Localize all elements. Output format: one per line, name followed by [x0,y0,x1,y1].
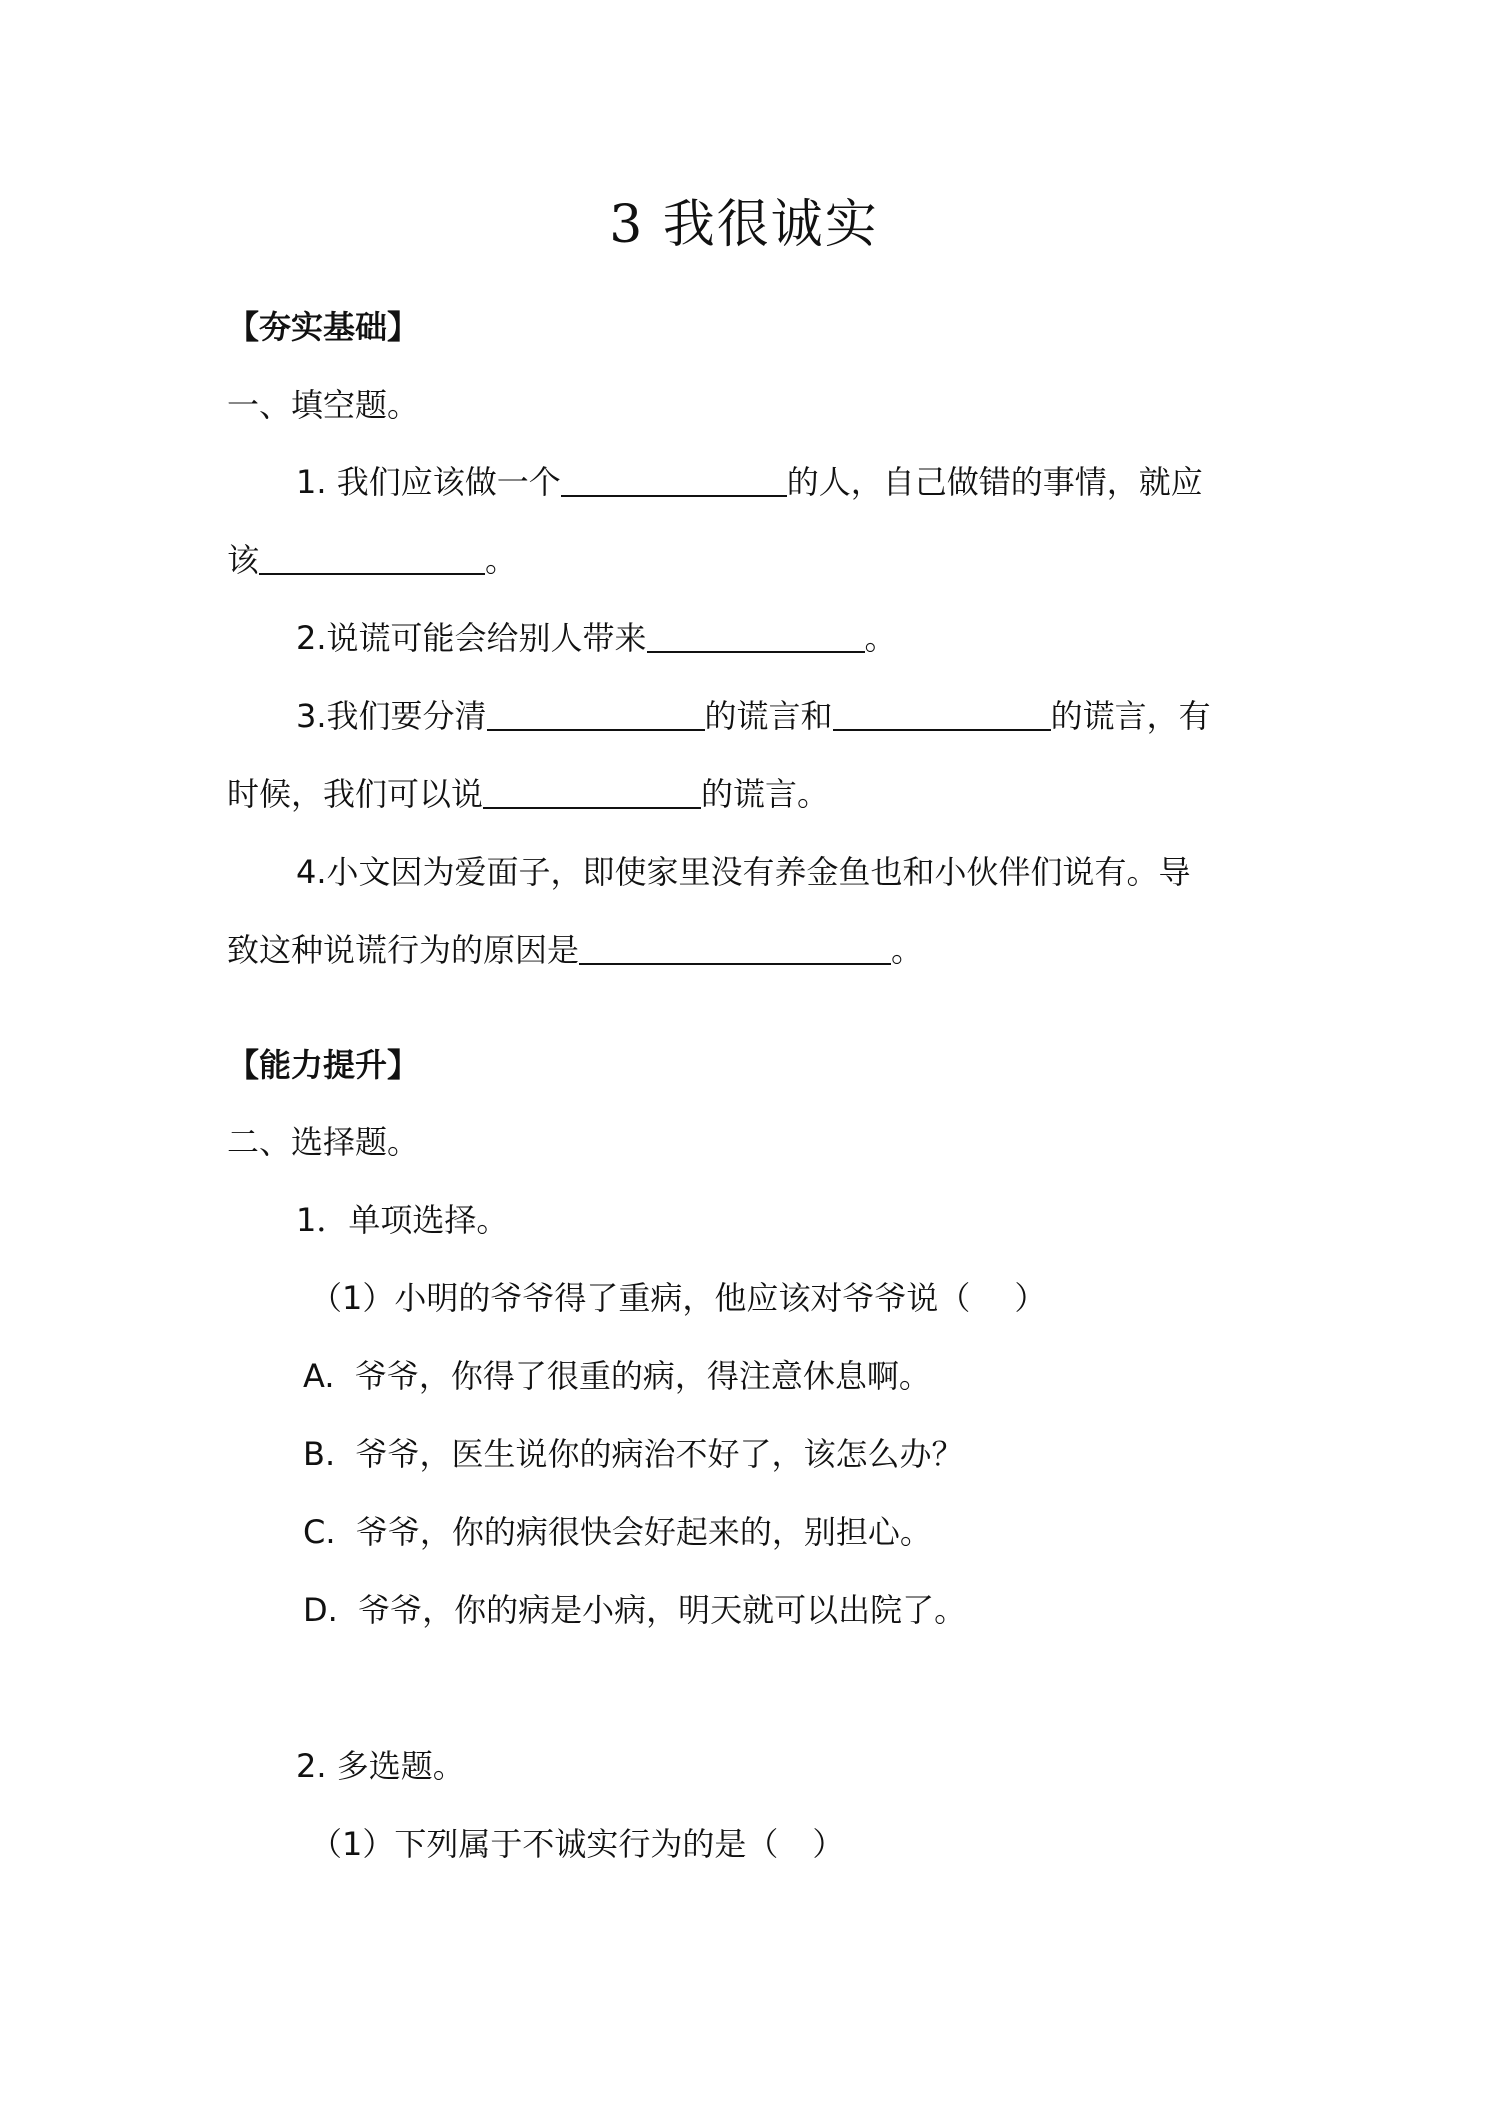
question-2-text-b: 。 [864,619,897,657]
part-title-fill-blank: 一、填空题。 [227,386,420,424]
multi-choice-question-1 [310,1824,844,1864]
multi-question-close: ） [812,1825,845,1863]
question-3-text-a: 3.我们要分清 [296,697,487,735]
question-1-line-2 [227,540,517,580]
question-3-text-e: 的谎言。 [701,775,830,813]
option-b-letter: B. [303,1435,336,1473]
question-3-line-1 [296,696,1211,736]
option-c-text: 爷爷，你的病很快会好起来的，别担心。 [355,1513,932,1551]
answer-blank-2[interactable] [259,543,485,575]
question-4-text-c: 。 [891,931,924,969]
single-choice-question-1 [310,1278,1046,1318]
option-a-letter: A. [303,1357,335,1395]
question-3-text-b: 的谎言和 [704,697,833,735]
option-a[interactable] [303,1356,931,1396]
multi-question-text: （1）下列属于不诚实行为的是（ [310,1825,779,1863]
option-d-letter: D. [303,1591,338,1629]
option-c[interactable] [303,1512,932,1552]
option-b[interactable] [303,1434,963,1474]
option-c-letter: C. [303,1513,336,1551]
question-2 [296,618,897,658]
question-4-line-2 [227,930,923,970]
question-3-text-c: 的谎言，有 [1050,697,1211,735]
option-a-text: 爷爷，你得了很重的病，得注意休息啊。 [354,1357,931,1395]
option-d-text: 爷爷，你的病是小病，明天就可以出院了。 [358,1591,967,1629]
single-choice-title: 1．单项选择。 [296,1201,509,1239]
answer-blank-4[interactable] [487,699,705,731]
single-question-text: （1）小明的爷爷得了重病，他应该对爷爷说（ [310,1279,971,1317]
answer-blank-6[interactable] [483,777,701,809]
question-1-text-a: 1. 我们应该做一个 [296,463,561,501]
single-question-close: ） [1014,1279,1047,1317]
answer-blank-5[interactable] [833,699,1051,731]
part-title-choice: 二、选择题。 [227,1123,420,1161]
option-b-text: 爷爷，医生说你的病治不好了，该怎么办？ [355,1435,964,1473]
answer-blank-3[interactable] [647,621,865,653]
section-heading-ability: 【能力提升】 [227,1046,420,1084]
answer-blank-1[interactable] [561,465,787,497]
page-title: 3 我很诚实 [609,195,879,255]
option-d[interactable] [303,1590,966,1630]
question-1-text-b: 的人，自己做错的事情，就应 [786,463,1203,501]
question-4-text-b: 致这种说谎行为的原因是 [227,931,580,969]
question-1-text-d: 。 [485,541,518,579]
question-1-text-c: 该 [227,541,260,579]
section-heading-basics: 【夯实基础】 [227,308,420,346]
question-2-text-a: 2.说谎可能会给别人带来 [296,619,647,657]
question-4-line-1: 4.小文因为爱面子，即使家里没有养金鱼也和小伙伴们说有。导 [296,853,1191,891]
question-1-line-1 [296,462,1203,502]
answer-blank-7[interactable] [579,933,891,965]
multi-choice-title: 2. 多选题。 [296,1747,465,1785]
question-3-text-d: 时候，我们可以说 [227,775,484,813]
question-3-line-2 [227,774,829,814]
